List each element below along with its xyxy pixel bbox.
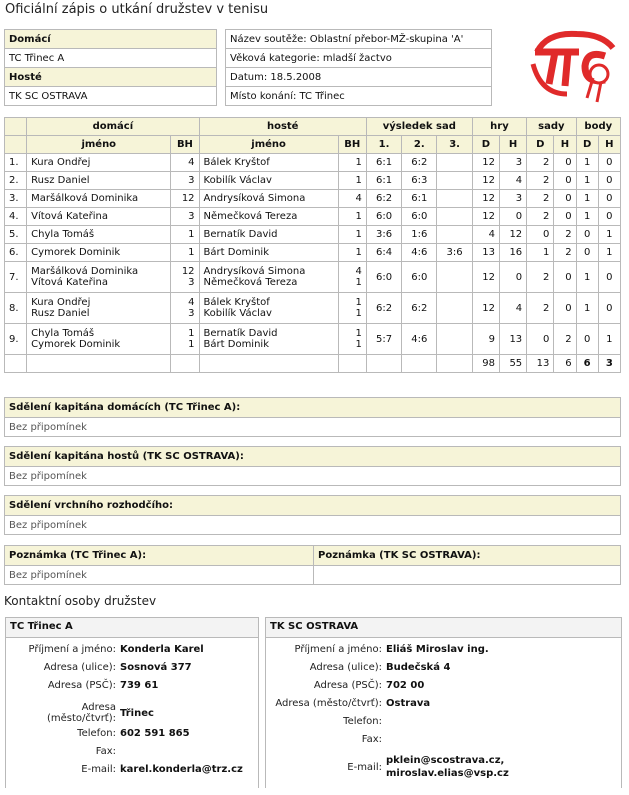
remark-home-label: Poznámka (TC Třinec A): xyxy=(5,546,314,566)
guest-pair-1: Bálek Kryštof xyxy=(203,297,270,308)
guest-bh: 1 xyxy=(338,154,366,172)
sets-d: 0 xyxy=(527,226,554,244)
guest-name-header: jméno xyxy=(199,136,338,154)
points-h: 1 xyxy=(598,226,620,244)
home-pair xyxy=(27,262,171,293)
set2-header: 2. xyxy=(402,136,437,154)
guest-bh-1: 4 xyxy=(355,266,362,277)
points-h: 1 xyxy=(598,244,620,262)
set1-score: 5:7 xyxy=(366,324,401,355)
guest-captain-text: Bez připomínek xyxy=(5,467,621,486)
sets-d: 2 xyxy=(527,172,554,190)
sets-h: 0 xyxy=(554,293,576,324)
sets-score-header: výsledek sad xyxy=(366,118,472,136)
home-player: Kura Ondřej xyxy=(27,154,171,172)
match-row xyxy=(5,244,621,262)
home-contact-phone: 602 591 865 xyxy=(120,728,190,739)
games-h: 16 xyxy=(499,244,526,262)
home-pair-1: Maršálková Dominika xyxy=(31,266,139,277)
sets-h: 2 xyxy=(554,244,576,262)
home-pair xyxy=(27,324,171,355)
home-bh-1: 1 xyxy=(188,328,195,339)
home-player: Rusz Daniel xyxy=(27,172,171,190)
doubles-row xyxy=(5,324,621,355)
teams-table xyxy=(4,29,217,106)
guest-pair xyxy=(199,262,338,293)
home-bh xyxy=(171,293,199,324)
games-d: 12 xyxy=(472,190,499,208)
set2-score: 6:0 xyxy=(402,262,437,293)
games-h: 3 xyxy=(499,154,526,172)
guest-bh xyxy=(338,324,366,355)
home-fax-label: Fax: xyxy=(95,746,116,757)
points-d-header: D xyxy=(576,136,598,154)
set2-score: 6:2 xyxy=(402,293,437,324)
guest-team: TK SC OSTRAVA xyxy=(5,87,217,106)
sets-d: 1 xyxy=(527,244,554,262)
set1-score: 6:2 xyxy=(366,190,401,208)
competition-name: Název soutěže: Oblastní přebor-MŽ-skupina 'A' xyxy=(226,30,492,49)
match-number: 2. xyxy=(5,172,27,190)
points-d: 1 xyxy=(576,190,598,208)
total-points-h: 3 xyxy=(598,355,620,373)
home-bh-2: 1 xyxy=(188,339,195,350)
home-name-header: jméno xyxy=(27,136,171,154)
home-bh: 4 xyxy=(171,154,199,172)
set1-score: 6:0 xyxy=(366,262,401,293)
set1-score: 3:6 xyxy=(366,226,401,244)
home-zip-label: Adresa (PSČ): xyxy=(47,680,116,691)
home-bh: 1 xyxy=(171,226,199,244)
guest-contact-city: Ostrava xyxy=(386,698,431,709)
home-bh xyxy=(171,262,199,293)
home-player: Cymorek Dominik xyxy=(27,244,171,262)
guest-contact-street: Budečská 4 xyxy=(386,662,451,673)
games-d: 12 xyxy=(472,154,499,172)
set2-score: 6:1 xyxy=(402,190,437,208)
match-number: 1. xyxy=(5,154,27,172)
home-bh: 3 xyxy=(171,172,199,190)
total-sets-d: 13 xyxy=(527,355,554,373)
set1-score: 6:0 xyxy=(366,208,401,226)
total-games-h: 55 xyxy=(499,355,526,373)
set2-score: 6:0 xyxy=(402,208,437,226)
sets-d-header: D xyxy=(527,136,554,154)
corner-cell xyxy=(5,136,27,154)
guest-player: Andrysíková Simona xyxy=(199,190,338,208)
home-contact-zip: 739 61 xyxy=(120,680,159,691)
guest-contact-name: Eliáš Miroslav ing. xyxy=(386,644,489,655)
match-number: 9. xyxy=(5,324,27,355)
points-h: 0 xyxy=(598,208,620,226)
remark-home-text: Bez připomínek xyxy=(5,566,314,585)
sets-h: 0 xyxy=(554,172,576,190)
match-meta-table xyxy=(225,29,492,106)
games-h: 0 xyxy=(499,208,526,226)
total-sets-h: 6 xyxy=(554,355,576,373)
sets-d: 2 xyxy=(527,293,554,324)
points-header: body xyxy=(576,118,620,136)
home-captain-note xyxy=(4,397,621,437)
home-pair-2: Rusz Daniel xyxy=(31,308,90,319)
guest-player: Kobilík Václav xyxy=(199,172,338,190)
points-d: 0 xyxy=(576,324,598,355)
games-h: 13 xyxy=(499,324,526,355)
points-d: 1 xyxy=(576,262,598,293)
guest-email-label: E-mail: xyxy=(347,761,382,773)
guest-pair-2: Bárt Dominik xyxy=(203,339,269,350)
guest-bh: 1 xyxy=(338,226,366,244)
match-date: Datum: 18.5.2008 xyxy=(226,68,492,87)
sets-won-header: sady xyxy=(527,118,576,136)
points-h: 0 xyxy=(598,262,620,293)
guest-name-label: Příjmení a jméno: xyxy=(294,644,382,655)
home-team: TC Třinec A xyxy=(5,49,217,68)
set3-score xyxy=(437,226,472,244)
points-h: 0 xyxy=(598,190,620,208)
guest-bh-2: 1 xyxy=(355,308,362,319)
guest-player: Němečková Tereza xyxy=(199,208,338,226)
guest-player: Bálek Kryštof xyxy=(199,154,338,172)
home-contact-city: Třinec xyxy=(120,707,154,719)
games-d: 13 xyxy=(472,244,499,262)
home-contact-email[interactable]: karel.konderla@trz.cz xyxy=(120,764,243,775)
home-bh-2: 3 xyxy=(188,308,195,319)
match-row xyxy=(5,154,621,172)
totals-row xyxy=(5,355,621,373)
sets-d: 2 xyxy=(527,154,554,172)
remarks-table xyxy=(4,545,621,585)
games-h: 3 xyxy=(499,190,526,208)
home-email-label: E-mail: xyxy=(81,764,116,775)
games-h: 4 xyxy=(499,172,526,190)
guest-player: Bernatík David xyxy=(199,226,338,244)
guest-contact-email-2[interactable]: miroslav.elias@vsp.cz xyxy=(386,768,509,779)
set3-score xyxy=(437,172,472,190)
games-d-header: D xyxy=(472,136,499,154)
guest-contact-email-1[interactable]: pklein@scostrava.cz, xyxy=(386,755,505,766)
set3-score: 3:6 xyxy=(437,244,472,262)
home-player: Maršálková Dominika xyxy=(27,190,171,208)
points-d: 0 xyxy=(576,226,598,244)
match-row xyxy=(5,226,621,244)
sets-d: 2 xyxy=(527,208,554,226)
sets-h: 0 xyxy=(554,190,576,208)
sets-h-header: H xyxy=(554,136,576,154)
games-h: 0 xyxy=(499,262,526,293)
match-number: 7. xyxy=(5,262,27,293)
set2-score: 1:6 xyxy=(402,226,437,244)
set1-header: 1. xyxy=(366,136,401,154)
match-number: 6. xyxy=(5,244,27,262)
set3-score xyxy=(437,154,472,172)
doubles-row xyxy=(5,293,621,324)
guest-fax-label: Fax: xyxy=(361,734,382,745)
contacts-title: Kontaktní osoby družstev xyxy=(4,594,157,608)
home-pair-1: Chyla Tomáš xyxy=(31,328,95,339)
guest-captain-label: Sdělení kapitána hostů (TK SC OSTRAVA): xyxy=(5,447,621,467)
games-d: 12 xyxy=(472,208,499,226)
home-street-label: Adresa (ulice): xyxy=(43,662,116,673)
guest-contact-team: TK SC OSTRAVA xyxy=(266,618,621,638)
set3-score xyxy=(437,293,472,324)
home-pair xyxy=(27,293,171,324)
guest-pair xyxy=(199,293,338,324)
sets-d: 2 xyxy=(527,190,554,208)
home-bh-1: 4 xyxy=(188,297,195,308)
set3-score xyxy=(437,262,472,293)
guest-bh-2: 1 xyxy=(355,339,362,350)
guest-pair-2: Němečková Tereza xyxy=(203,277,298,288)
corner-cell xyxy=(5,118,27,136)
home-label: Domácí xyxy=(5,30,217,49)
points-h-header: H xyxy=(598,136,620,154)
set3-score xyxy=(437,324,472,355)
home-player: Chyla Tomáš xyxy=(27,226,171,244)
set3-score xyxy=(437,208,472,226)
set3-header: 3. xyxy=(437,136,472,154)
match-row xyxy=(5,172,621,190)
guest-pair-1: Andrysíková Simona xyxy=(203,266,306,277)
results-table xyxy=(4,117,621,373)
remark-guest-text xyxy=(314,566,621,585)
games-d: 12 xyxy=(472,172,499,190)
games-h-header: H xyxy=(499,136,526,154)
home-city-label: Adresa (město/čtvrť): xyxy=(46,702,116,724)
guest-bh: 1 xyxy=(338,208,366,226)
referee-note xyxy=(4,495,621,535)
guest-bh xyxy=(338,293,366,324)
home-phone-label: Telefon: xyxy=(77,728,116,739)
points-d: 1 xyxy=(576,154,598,172)
match-number: 8. xyxy=(5,293,27,324)
home-contact-street: Sosnová 377 xyxy=(120,662,192,673)
referee-label: Sdělení vrchního rozhodčího: xyxy=(5,496,621,516)
home-captain-label: Sdělení kapitána domácích (TC Třinec A): xyxy=(5,398,621,418)
guest-bh: 4 xyxy=(338,190,366,208)
home-bh: 1 xyxy=(171,244,199,262)
games-d: 9 xyxy=(472,324,499,355)
home-bh-1: 12 xyxy=(181,266,195,277)
match-row xyxy=(5,208,621,226)
sets-d: 2 xyxy=(527,262,554,293)
set1-score: 6:2 xyxy=(366,293,401,324)
sets-h: 2 xyxy=(554,324,576,355)
set3-score xyxy=(437,190,472,208)
points-h: 0 xyxy=(598,293,620,324)
guest-bh-header: BH xyxy=(338,136,366,154)
games-d: 12 xyxy=(472,293,499,324)
home-group-header: domácí xyxy=(27,118,199,136)
home-contact-card xyxy=(5,617,259,788)
total-points-d: 6 xyxy=(576,355,598,373)
home-pair-1: Kura Ondřej xyxy=(31,297,91,308)
guest-street-label: Adresa (ulice): xyxy=(309,662,382,673)
guest-phone-label: Telefon: xyxy=(343,716,382,727)
home-name-label: Příjmení a jméno: xyxy=(28,644,116,655)
set1-score: 6:4 xyxy=(366,244,401,262)
home-player: Vítová Kateřina xyxy=(27,208,171,226)
guest-label: Hosté xyxy=(5,68,217,87)
guest-bh-1: 1 xyxy=(355,297,362,308)
sets-d: 0 xyxy=(527,324,554,355)
guest-pair-1: Bernatík David xyxy=(203,328,278,339)
points-d: 1 xyxy=(576,293,598,324)
guest-bh-2: 1 xyxy=(355,277,362,288)
home-bh-2: 3 xyxy=(188,277,195,288)
games-d: 12 xyxy=(472,262,499,293)
home-pair-2: Cymorek Dominik xyxy=(31,339,121,350)
guest-bh xyxy=(338,262,366,293)
home-contact-team: TC Třinec A xyxy=(6,618,258,638)
home-bh xyxy=(171,324,199,355)
match-number: 3. xyxy=(5,190,27,208)
set1-score: 6:1 xyxy=(366,154,401,172)
set1-score: 6:1 xyxy=(366,172,401,190)
match-venue: Místo konání: TC Třinec xyxy=(226,87,492,106)
set2-score: 4:6 xyxy=(402,324,437,355)
remark-guest-label: Poznámka (TK SC OSTRAVA): xyxy=(314,546,621,566)
points-d: 1 xyxy=(576,208,598,226)
sets-h: 0 xyxy=(554,208,576,226)
page-title: Oficiální zápis o utkání družstev v tenisu xyxy=(5,2,269,17)
home-bh: 3 xyxy=(171,208,199,226)
guest-bh: 1 xyxy=(338,244,366,262)
games-header: hry xyxy=(472,118,526,136)
points-h: 0 xyxy=(598,154,620,172)
set2-score: 6:3 xyxy=(402,172,437,190)
home-contact-name: Konderla Karel xyxy=(120,644,204,655)
club-logo xyxy=(527,22,621,106)
guest-group-header: hosté xyxy=(199,118,366,136)
home-pair-2: Vítová Kateřina xyxy=(31,277,108,288)
guest-contact-card xyxy=(265,617,622,788)
home-bh: 12 xyxy=(171,190,199,208)
referee-text: Bez připomínek xyxy=(5,516,621,535)
sets-h: 2 xyxy=(554,226,576,244)
points-h: 0 xyxy=(598,172,620,190)
age-category: Věková kategorie: mladší žactvo xyxy=(226,49,492,68)
doubles-row xyxy=(5,262,621,293)
guest-city-label: Adresa (město/čtvrť): xyxy=(275,698,382,709)
games-d: 4 xyxy=(472,226,499,244)
points-d: 1 xyxy=(576,172,598,190)
games-h: 4 xyxy=(499,293,526,324)
games-h: 12 xyxy=(499,226,526,244)
guest-captain-note xyxy=(4,446,621,486)
guest-pair-2: Kobilík Václav xyxy=(203,308,272,319)
guest-bh-1: 1 xyxy=(355,328,362,339)
match-number: 4. xyxy=(5,208,27,226)
match-row xyxy=(5,190,621,208)
sets-h: 0 xyxy=(554,154,576,172)
home-captain-text: Bez připomínek xyxy=(5,418,621,437)
guest-zip-label: Adresa (PSČ): xyxy=(313,680,382,691)
guest-bh: 1 xyxy=(338,172,366,190)
total-games-d: 98 xyxy=(472,355,499,373)
set2-score: 4:6 xyxy=(402,244,437,262)
home-bh-header: BH xyxy=(171,136,199,154)
guest-player: Bárt Dominik xyxy=(199,244,338,262)
guest-pair xyxy=(199,324,338,355)
points-d: 0 xyxy=(576,244,598,262)
match-number: 5. xyxy=(5,226,27,244)
points-h: 1 xyxy=(598,324,620,355)
sets-h: 0 xyxy=(554,262,576,293)
set2-score: 6:2 xyxy=(402,154,437,172)
guest-contact-zip: 702 00 xyxy=(386,680,425,691)
